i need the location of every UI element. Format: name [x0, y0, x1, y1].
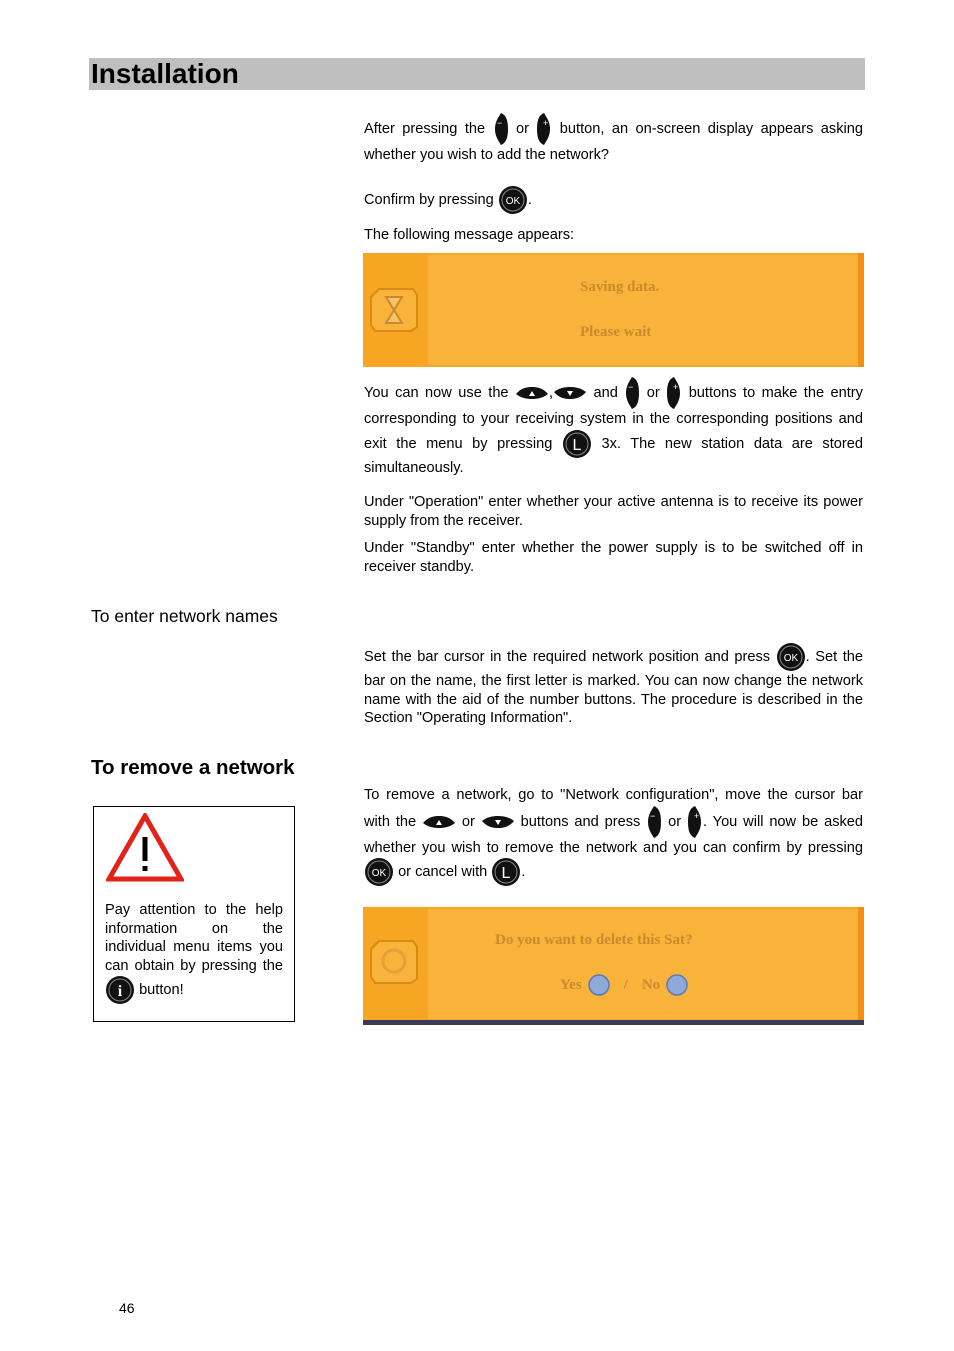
text-segment: . [521, 864, 526, 881]
paragraph-remove-network [364, 786, 863, 887]
text-segment: buttons to make the entry corresponding to your receiving system in the corresponding positions and exit the menu by pressing [364, 384, 863, 452]
osd-saving-data-screenshot [363, 253, 864, 367]
info-button-icon [105, 975, 135, 1005]
warning-triangle-icon [106, 813, 184, 883]
osd-choice-row [560, 974, 688, 996]
down-button-icon [481, 814, 515, 830]
text-segment: . [527, 191, 532, 208]
paragraph-confirm [364, 185, 863, 215]
ok-icon-label: OK [505, 196, 521, 207]
paragraph-operation: Under "Operation" enter whether your active antenna is to receive its power supply from the receiver. [364, 494, 863, 529]
minus-button-icon [624, 376, 640, 410]
question-icon [369, 939, 419, 985]
hourglass-icon [369, 287, 419, 333]
plus-button-icon [536, 112, 552, 146]
minus-button-icon [493, 112, 509, 146]
text-segment: Confirm by pressing [364, 191, 494, 208]
svg-text:+: + [673, 382, 679, 392]
osd-yes-label: Yes [560, 976, 582, 993]
osd-slash: / [623, 976, 628, 993]
text-segment: Pay attention to the help information on the individual menu items you can obtain by pressing the [105, 902, 283, 974]
page-title: Installation [91, 58, 239, 89]
osd-edge [858, 907, 864, 1025]
text-segment: . You will now be asked whether you wish to remove the network and you can confirm by pressing [364, 813, 864, 856]
info-icon-label: i [117, 983, 123, 1001]
text-segment: and [593, 384, 618, 401]
svg-text:−: − [650, 810, 656, 821]
up-button-icon [515, 385, 549, 401]
text-segment: button, an on-screen display appears asking whether you wish to add the network? [364, 120, 863, 163]
osd-panel [428, 909, 864, 1019]
plus-button-icon [687, 805, 703, 839]
ok-icon-label: OK [783, 653, 798, 664]
text-segment: or [646, 384, 660, 401]
ok-icon-label: OK [371, 868, 387, 880]
back-button-icon [491, 857, 521, 887]
ok-button-icon [776, 642, 806, 672]
osd-ok-icon [588, 974, 610, 996]
warning-box [93, 806, 295, 1022]
paragraph-network-names [364, 642, 863, 728]
osd-bottom-strip [363, 1020, 864, 1025]
page-number: 46 [119, 1300, 135, 1316]
osd-no-label: No [641, 976, 661, 993]
back-icon-label: L [572, 436, 582, 454]
osd-panel [428, 255, 864, 365]
paragraph-add-network [364, 112, 863, 165]
text-segment: buttons and press [520, 813, 641, 830]
osd-back-icon [666, 974, 688, 996]
text-segment: After pressing the [364, 120, 486, 137]
text-segment: or [515, 120, 529, 137]
osd-delete-sat-screenshot [363, 907, 864, 1025]
paragraph-standby: Under "Standby" enter whether the power supply is to be switched off in receiver standby. [364, 540, 863, 575]
text-segment: . Set the bar on the name, the first letter is marked. You can now change the network name with the aid of the number buttons. The procedure is described in the Section "Operating Information". [364, 648, 863, 727]
osd-delete-question: Do you want to delete this Sat? [495, 932, 693, 948]
section-heading-remove-network: To remove a network [91, 756, 295, 779]
text-segment: You can now use the [364, 384, 509, 401]
warning-text [105, 901, 283, 1005]
text-segment: , [549, 384, 554, 401]
ok-button-icon [498, 185, 528, 215]
paragraph-message-appears: The following message appears: [364, 227, 575, 243]
text-segment: or cancel with [398, 864, 488, 881]
text-segment: button! [139, 982, 184, 999]
osd-wait-text: Please wait [580, 324, 652, 340]
plus-button-icon [666, 376, 682, 410]
text-segment: or [668, 813, 682, 830]
svg-text:+: + [543, 118, 549, 128]
back-button-icon [562, 429, 592, 459]
ok-button-icon [364, 857, 394, 887]
svg-text:−: − [628, 382, 634, 392]
down-button-icon [553, 385, 587, 401]
text-segment: To remove a network, go to "Network configuration", move the cursor bar with the [364, 787, 863, 830]
back-icon-label: L [501, 865, 511, 883]
paragraph-use-buttons [364, 376, 863, 477]
svg-text:−: − [496, 118, 502, 128]
osd-edge [858, 253, 864, 367]
text-segment: or [461, 813, 475, 830]
minus-button-icon [646, 805, 662, 839]
osd-saving-text: Saving data. [580, 279, 660, 295]
text-segment: Set the bar cursor in the required network position and press [364, 648, 771, 665]
text-segment: 3x. The new station data are stored simultaneously. [364, 435, 863, 476]
up-button-icon [422, 814, 456, 830]
section-heading-network-names: To enter network names [91, 606, 278, 626]
page-header-bar [89, 58, 865, 90]
svg-text:+: + [694, 810, 700, 821]
